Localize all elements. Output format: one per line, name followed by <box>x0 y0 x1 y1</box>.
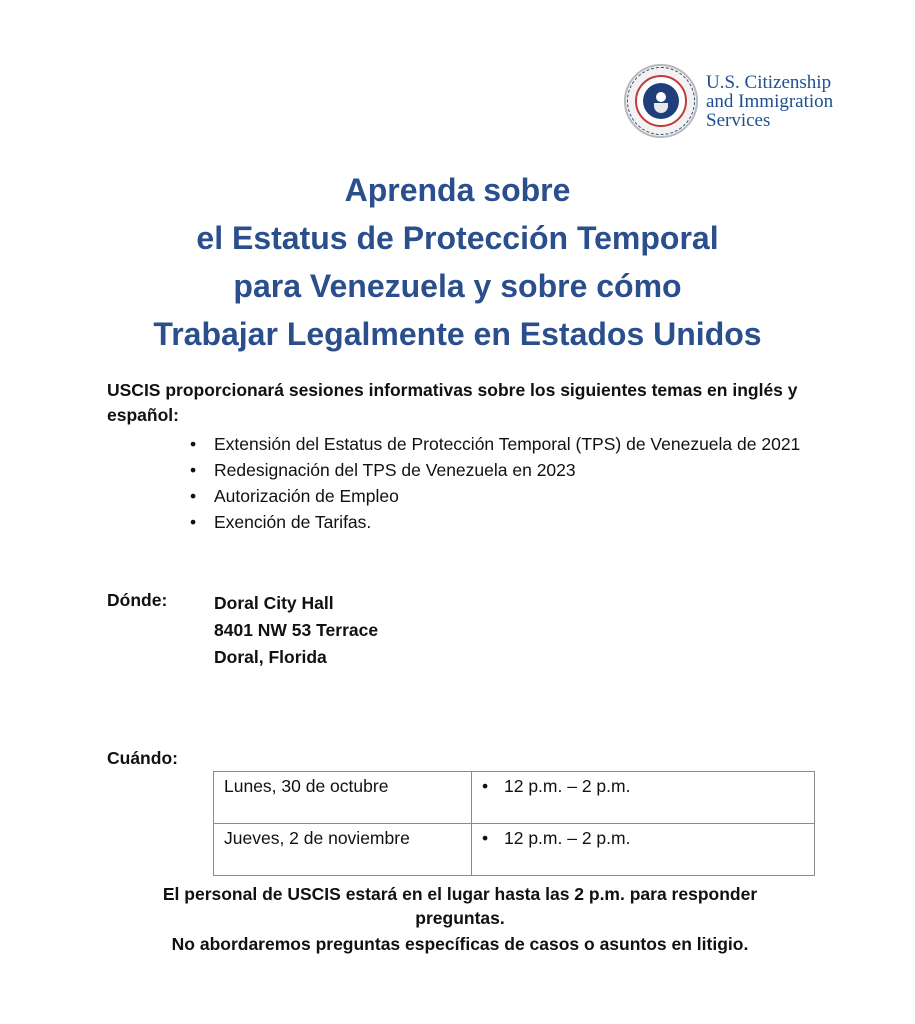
where-label: Dónde: <box>107 590 168 610</box>
when-label: Cuándo: <box>107 748 178 768</box>
topic-item <box>190 457 810 483</box>
bullet-icon: • <box>190 512 197 532</box>
footer-disclaimer: No abordaremos preguntas específicas de casos o asuntos en litigio. <box>171 934 749 954</box>
address-line: Doral City Hall <box>214 593 334 613</box>
session-date: Jueves, 2 de noviembre <box>214 824 472 876</box>
topic-text: Autorización de Empleo <box>214 486 399 506</box>
topics-list <box>190 431 810 535</box>
bullet-icon: • <box>190 486 197 506</box>
page-title <box>0 166 915 358</box>
topic-item <box>190 483 810 509</box>
bullet-icon: • <box>190 460 197 480</box>
location-address <box>214 590 378 671</box>
title-line: Trabajar Legalmente en Estados Unidos <box>153 316 762 352</box>
table-row <box>214 772 815 824</box>
bullet-icon: • <box>482 776 489 796</box>
title-line: Aprenda sobre <box>344 172 571 208</box>
table-row <box>214 824 815 876</box>
agency-line: U.S. Citizenship <box>706 71 832 93</box>
topic-item <box>190 431 810 457</box>
session-date: Lunes, 30 de octubre <box>214 772 472 824</box>
session-time-cell <box>472 824 815 876</box>
title-line: para Venezuela y sobre cómo <box>233 268 682 304</box>
schedule-table <box>213 771 815 876</box>
session-time: 12 p.m. – 2 p.m. <box>504 776 631 796</box>
session-time: 12 p.m. – 2 p.m. <box>504 828 631 848</box>
topic-item <box>190 509 810 535</box>
uscis-logo <box>624 64 833 138</box>
bullet-icon: • <box>190 434 197 454</box>
bullet-icon: • <box>482 828 489 848</box>
topic-text: Extensión del Estatus de Protección Temporal (TPS) de Venezuela de 2021 <box>214 434 801 454</box>
title-line: el Estatus de Protección Temporal <box>196 220 719 256</box>
footer-note: El personal de USCIS estará en el lugar hasta las 2 p.m. para responder preguntas. <box>162 884 758 928</box>
agency-line: and Immigration <box>706 90 834 112</box>
agency-line: Services <box>706 109 771 131</box>
address-line: 8401 NW 53 Terrace <box>214 620 379 640</box>
session-time-cell <box>472 772 815 824</box>
topic-text: Exención de Tarifas. <box>214 512 372 532</box>
dhs-seal-icon <box>624 64 698 138</box>
agency-name <box>706 73 833 130</box>
intro-text: USCIS proporcionará sesiones informativas sobre los siguientes temas en inglés y español: <box>107 380 798 425</box>
topic-text: Redesignación del TPS de Venezuela en 2023 <box>214 460 576 480</box>
address-line: Doral, Florida <box>214 647 327 667</box>
